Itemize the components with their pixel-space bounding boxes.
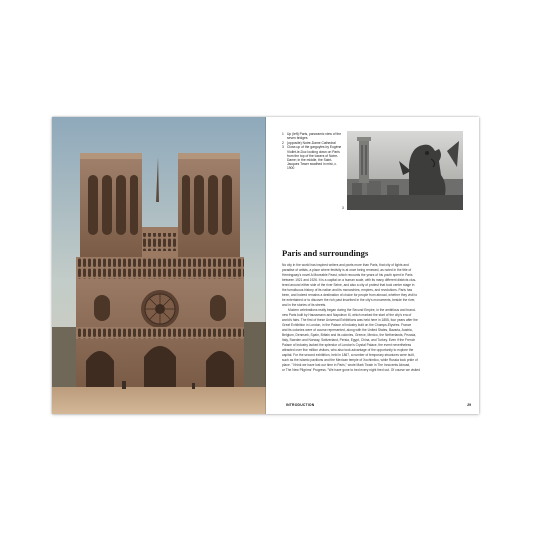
body-line: new Paris built by Haussmann and Napoleon III, which marked the start of the city's era of	[282, 313, 412, 318]
book-spread	[52, 117, 479, 414]
body-line: Italy, Sweden and Norway, Switzerland, Persia, Egypt, China, and Turkey. Even if the French	[282, 338, 416, 343]
body-line: Modern celebrations really began during the Second Empire, in the ambitious and brand-	[288, 308, 416, 313]
caption-item	[282, 132, 342, 140]
body-line: the tumultuous history of its nation and its monarchies, empires, and revolutions. Paris has	[282, 288, 413, 293]
notre-dame-photo	[52, 117, 266, 414]
left-page	[52, 117, 266, 414]
caption-list	[282, 132, 342, 171]
photo-number: 3	[342, 206, 344, 210]
caption-text: Close-up of the gargoyles by Eugène Viollet-le-Duc looking down on Paris from the top of the towers of Notre-Dame; in the middle, the Saint-Jacques Tower swathed in mist, c. 1900	[287, 145, 342, 170]
caption-number: 3	[282, 145, 284, 150]
body-text	[282, 263, 468, 373]
body-line: Great Exhibition in London, in the Palace of Industry built on the Champs-Élysées. France	[282, 323, 412, 328]
body-line: Hemingway's novel A Moveable Feast, which recounts the years of his youth spent in Paris	[282, 273, 413, 278]
right-page	[266, 117, 479, 414]
body-line: and in the stories of its streets.	[282, 303, 327, 308]
body-line: No city in the world has inspired writers and poets more than Paris, that city of lights and	[282, 263, 409, 267]
gargoyle-photo	[347, 131, 463, 210]
body-line: world's fairs. The first of these Universal Exhibitions was held here in 1855, four years after the	[282, 318, 418, 323]
body-line: tered around either side of the river Seine, and also a city of protest that took center stage in	[282, 283, 415, 288]
body-line: place. "I think we have lost our time in Paris," wrote Mark Twain in The Innocents Abroad,	[282, 363, 411, 368]
body-line: or The New Pilgrims' Progress. "We have gone to bed every night tired out. Of course we visited	[282, 368, 421, 373]
body-line: between 1921 and 1926. It is a capital on a human scale, with its many different districts clus-	[282, 278, 417, 283]
caption-text: Up (left) Paris, panoramic view of the seven bridges	[287, 132, 342, 141]
caption-item	[282, 145, 342, 170]
body-line: and its colonies were of course represented, along with the United States, Bavaria, Austria,	[282, 328, 413, 333]
caption-number: 1	[282, 132, 284, 136]
caption-text: (opposite) Notre-Dame Cathedral	[287, 140, 336, 145]
section-heading: Paris and surroundings	[282, 248, 369, 258]
caption-number: 2	[282, 140, 284, 145]
caption-item	[282, 141, 342, 145]
body-line: paradise of artists, a place where festivity is at once being renewed, as noted in the title of	[282, 268, 412, 273]
body-line: attracted over five million visitors, who also took advantage of the opportunity to explore the	[282, 348, 414, 353]
body-line: Belgium, Denmark, Spain, Britain and its colonies, Greece, Mexico, the Netherlands, Prussia,	[282, 333, 417, 338]
body-line: Palace of Industry lacked the splendor of London's Crystal Palace, the event nevertheless	[282, 343, 412, 348]
body-line: be entertained or to discover the rich past inscribed in the city's monuments, beside the river,	[282, 298, 416, 303]
body-line: such as the Islamic pavilions and the Mexican temple of Xochimilco, while Russia took pride of	[282, 358, 418, 363]
page-number: 29	[467, 403, 471, 407]
body-line: been, and indeed remains a destination of choice for people from abroad, whether they visit to	[282, 293, 418, 298]
body-line: capital. For the second exhibition, held in 1867, a number of temporary structures were built,	[282, 353, 415, 358]
running-footer-section: INTRODUCTION	[286, 403, 315, 407]
